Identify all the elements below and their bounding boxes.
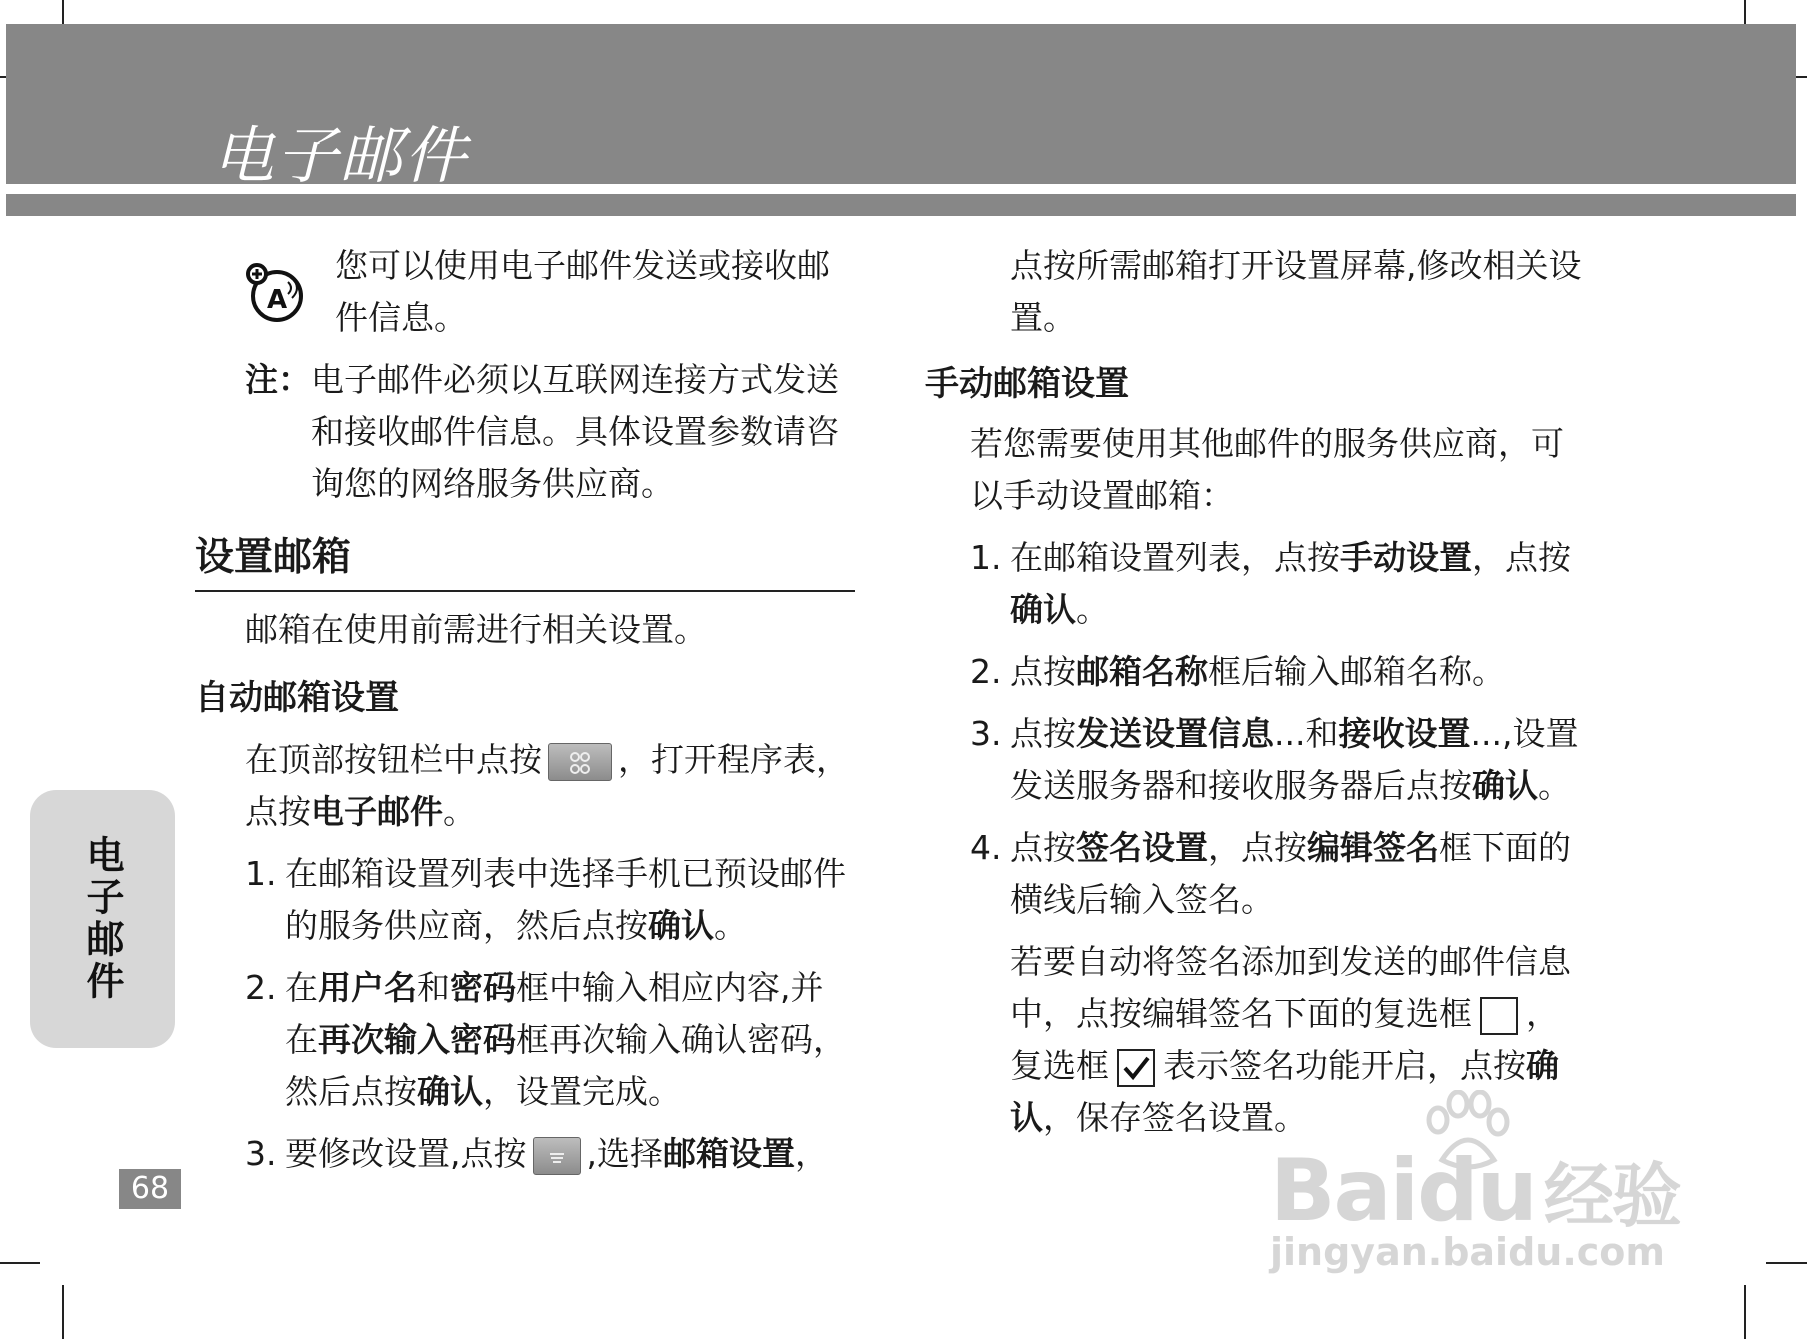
text-span: ，打开程序表，点按: [245, 740, 849, 831]
section-title: 设置邮箱: [195, 532, 855, 592]
list-item: [195, 848, 855, 952]
crop-mark: [62, 0, 64, 24]
list-text: 点按签名设置，点按编辑签名框下面的横线后输入签名。: [1010, 828, 1571, 919]
bold-term: 确认: [1010, 1046, 1559, 1137]
crop-mark: [1744, 0, 1746, 24]
text-span: ，保存签名设置。: [1043, 1098, 1307, 1137]
motorola-tip-icon: [243, 258, 307, 328]
page-number: 68: [119, 1169, 181, 1209]
header-strip: [6, 194, 1796, 216]
list-item: [195, 962, 855, 1118]
note: [195, 354, 855, 510]
auto-steps-list: [195, 848, 855, 1180]
text-span: 在顶部按钮栏中点按: [245, 740, 542, 779]
continued-text: 点按所需邮箱打开设置屏幕,修改相关设置。: [1010, 246, 1582, 337]
bold-term: 电子邮件: [311, 792, 443, 831]
crop-mark: [1766, 1262, 1807, 1264]
list-item: [925, 708, 1585, 812]
list-text: 点按发送设置信息...和接收设置...,设置发送服务器和接收服务器后点按确认。: [1010, 714, 1579, 805]
list-number: 3.: [245, 1134, 277, 1173]
svg-text:A: A: [267, 285, 288, 315]
list-item: [925, 532, 1585, 636]
list-number: 3.: [970, 714, 1002, 753]
list-text: 要修改设置,点按 ,选择邮箱设置，: [285, 1134, 828, 1173]
list-text: 在邮箱设置列表中选择手机已预设邮件的服务供应商，然后点按确认。: [285, 854, 846, 945]
note-text: 电子邮件必须以互联网连接方式发送和接收邮件信息。具体设置参数请咨询您的网络服务供应商。: [311, 360, 839, 503]
left-column: [195, 240, 855, 1190]
manual-setup-body: 若您需要使用其他邮件的服务供应商，可以手动设置邮箱：: [970, 424, 1564, 515]
manual-setup-title: 手动邮箱设置: [925, 364, 1129, 404]
side-tab: [30, 790, 175, 1048]
list-text: 在用户名和密码框中输入相应内容,并在再次输入密码框再次输入确认密码，然后点按确认，设置完成。: [285, 968, 846, 1111]
side-tab-label: 电子邮件: [80, 835, 124, 1003]
list-number: 4.: [970, 828, 1002, 867]
menu-icon: [534, 1139, 580, 1175]
crop-mark: [1744, 1285, 1746, 1339]
page-title: 电子邮件: [212, 119, 469, 192]
note-label: 注：: [245, 360, 311, 399]
checkbox-checked-icon: [1117, 1049, 1155, 1087]
auto-setup-para: [195, 734, 855, 838]
intro-block: [195, 240, 855, 344]
text-span: 表示签名功能开启，点按: [1163, 1046, 1526, 1085]
list-number: 1.: [245, 854, 277, 893]
grid-menu-button: [548, 743, 612, 781]
text-span: 。: [443, 792, 476, 831]
text-span: 若要自动将签名添加到发送的邮件信息中，点按编辑签名下面的复选框: [1010, 942, 1571, 1033]
watermark-brand: Baidu 经验: [1270, 1141, 1680, 1241]
list-item: [195, 1128, 855, 1180]
list-item: [925, 646, 1585, 698]
auto-setup-title: 自动邮箱设置: [195, 678, 399, 718]
section-body: 邮箱在使用前需进行相关设置。: [245, 610, 707, 649]
grid-icon: [549, 745, 611, 781]
right-column: [925, 240, 1585, 1144]
intro-text: 您可以使用电子邮件发送或接收邮件信息。: [335, 246, 830, 337]
list-text: 点按邮箱名称框后输入邮箱名称。: [1010, 652, 1505, 691]
watermark-url: jingyan.baidu.com: [1270, 1230, 1665, 1274]
list-text: 在邮箱设置列表，点按手动设置，点按确认。: [1010, 538, 1571, 629]
list-item: [925, 822, 1585, 926]
crop-mark: [62, 1285, 64, 1339]
baidu-watermark: [1270, 1120, 1700, 1274]
menu-button: [533, 1137, 581, 1175]
checkbox-empty-icon: [1480, 997, 1518, 1035]
text-span: ，复选框: [1010, 994, 1559, 1085]
crop-mark: [0, 1262, 40, 1264]
list-number: 2.: [245, 968, 277, 1007]
list-number: 2.: [970, 652, 1002, 691]
manual-steps-list: [925, 532, 1585, 926]
list-number: 1.: [970, 538, 1002, 577]
crop-mark: [1796, 76, 1807, 78]
